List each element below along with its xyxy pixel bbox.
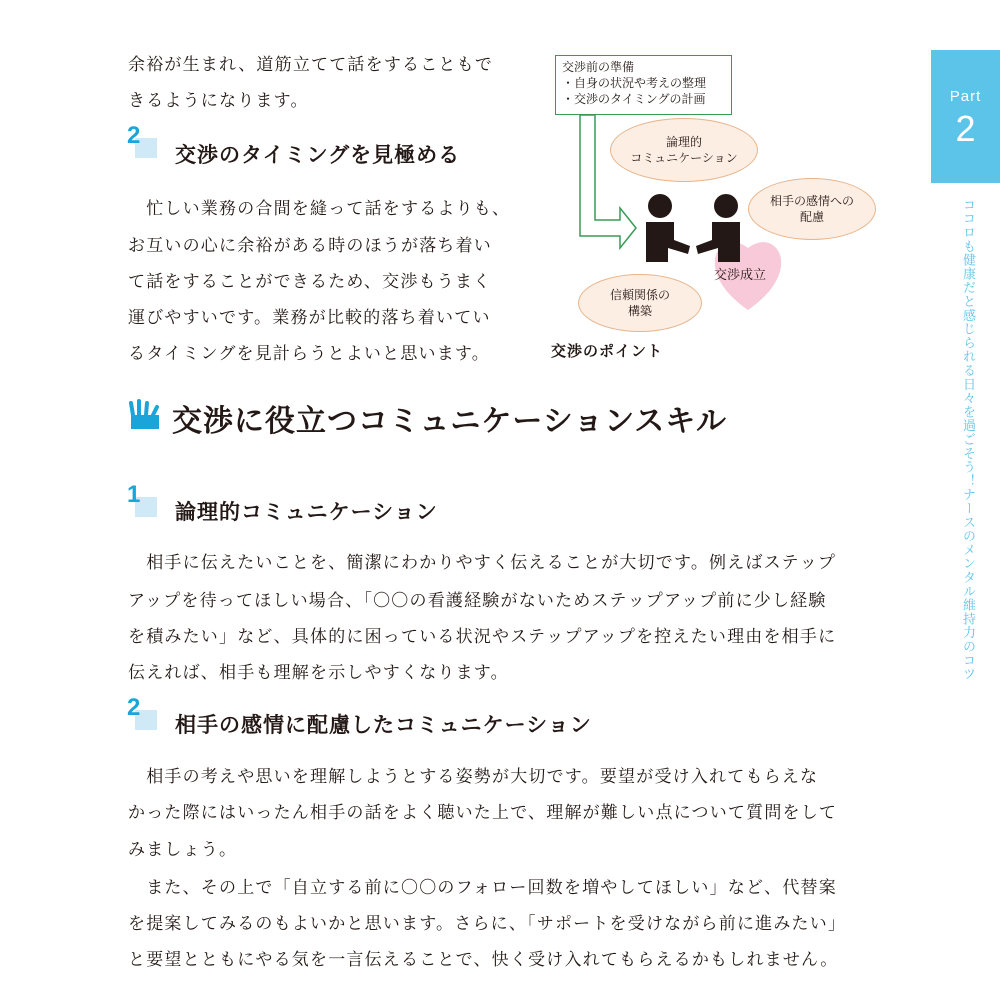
heart-label: 交渉成立 [714,268,767,283]
section2-line-1: 相手の考えや思いを理解しようとする姿勢が大切です。要望が受け入れてもらえな [128,767,819,787]
part-number: 2 [955,108,976,149]
preparation-box: 交渉前の準備 ・自身の状況や考えの整理 ・交渉のタイミングの計画 [555,55,732,115]
section1-line-2: アップを待ってほしい場合、「〇〇の看護経験がないためステップアップ前に少し経験 [128,591,827,611]
person-left-head [648,194,672,218]
section1-line-3: を積みたい」など、具体的に困っている状況やステップアップを控えたい理由を相手に [128,627,837,647]
section-number-badge [127,694,157,730]
section2-line-3: みましょう。 [128,840,238,860]
section-number: 2 [127,122,141,149]
part-tab [931,50,1000,183]
vertical-chapter-title: ココロも健康だと感じられる日々を過ごそう！ナースのメンタル維持力のコツ [960,198,975,681]
main-heading: 交渉に役立つコミュニケーションスキル [172,404,727,439]
person-right-body [696,222,740,262]
section2-line-6: と要望とともにやる気を一言伝えることで、快く受け入れてもらえるかもしれません。 [128,950,839,970]
diagram-caption: 交渉のポイント [551,342,664,360]
intro-line-2: きるようになります。 [128,91,309,111]
trust-building-ellipse: 信頼関係の 構築 [578,274,702,332]
section2-line-2: かった際にはいったん相手の話をよく聴いた上で、理解が難しい点について質問をして [128,803,838,823]
part-label: Part [949,88,982,105]
section-number-badge [127,481,157,517]
section1-line-1: 相手に伝えたいことを、簡潔にわかりやすく伝えることが大切です。例えばステップ [128,553,837,573]
logical-communication-ellipse: 論理的 コミュニケーション [610,118,758,182]
section2-line-4: また、その上で「自立する前に〇〇のフォロー回数を増やしてほしい」など、代替案 [128,878,837,898]
timing-line-3: て話をすることができるため、交渉もうまく [128,272,492,292]
person-right-head [714,194,738,218]
section1-heading: 論理的コミュニケーション [175,500,438,524]
timing-line-2: お互いの心に余裕がある時のほうが落ち着い [128,236,492,256]
section-number-badge [127,122,157,158]
person-left-body [646,222,690,262]
section-number: 1 [127,481,141,508]
section1-line-4: 伝えれば、相手も理解を示しやすくなります。 [128,663,509,683]
section-number: 2 [127,694,141,721]
section2-heading: 相手の感情に配慮したコミュニケーション [175,713,592,737]
timing-line-5: るタイミングを見計らうとよいと思います。 [128,344,490,364]
section2-line-5: を提案してみるのもよいかと思います。さらに、「サポートを受けながら前に進みたい」 [128,914,847,934]
timing-line-1: 忙しい業務の合間を縫って話をするよりも、 [128,199,511,219]
timing-line-4: 運びやすいです。業務が比較的落ち着いてい [128,308,491,328]
emotion-consideration-ellipse: 相手の感情への 配慮 [748,178,876,240]
timing-heading: 交渉のタイミングを見極める [175,143,461,167]
hand-icon [127,399,161,431]
intro-line-1: 余裕が生まれ、道筋立てて話をすることもで [128,55,494,75]
